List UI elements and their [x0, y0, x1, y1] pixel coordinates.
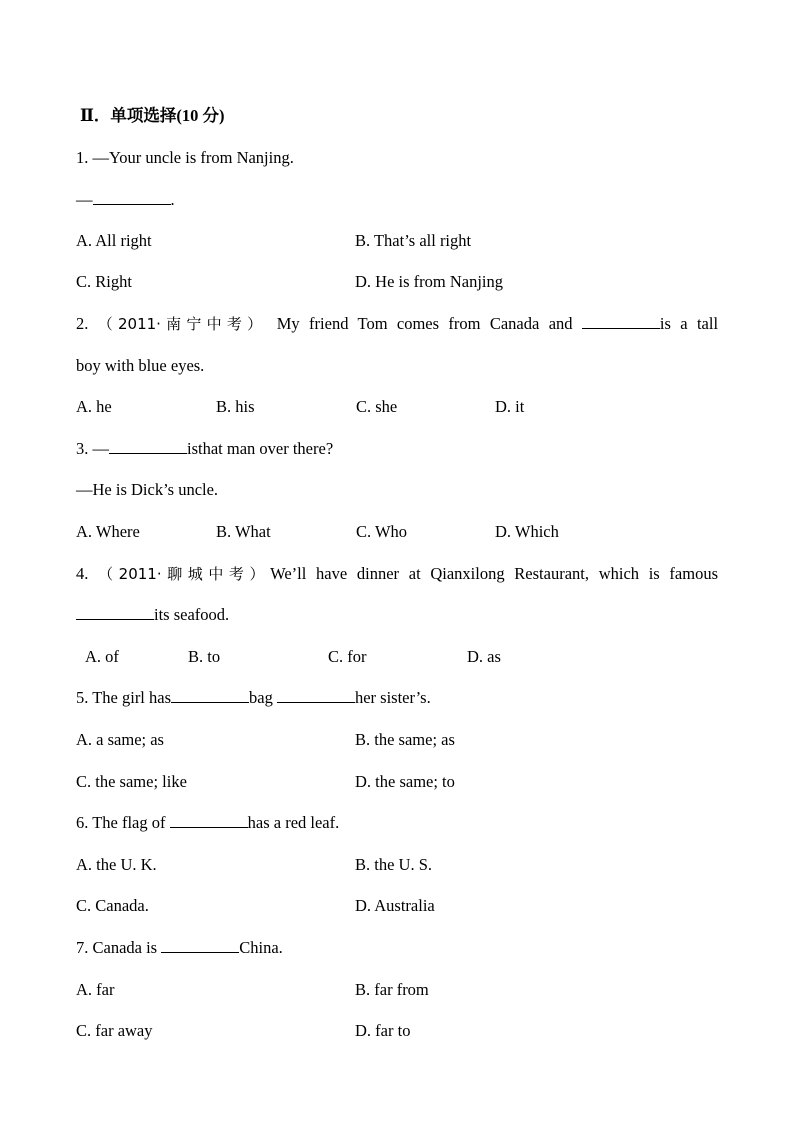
question-4-option-c[interactable]: C. for: [328, 647, 367, 666]
question-6-option-c[interactable]: C. Canada.: [76, 896, 149, 915]
question-3-answer: —He is Dick’s uncle.: [76, 480, 219, 499]
question-7-option-a[interactable]: A. far: [76, 980, 115, 999]
question-5-option-d[interactable]: D. the same; to: [355, 772, 455, 791]
question-3-blank[interactable]: [109, 439, 187, 454]
question-2-text-after: is a tall: [659, 314, 719, 333]
question-5-prompt: [76, 688, 431, 708]
question-7-option-b[interactable]: B. far from: [355, 980, 429, 999]
question-1-answer-line: [76, 190, 175, 210]
question-4-number: 4.: [76, 564, 89, 583]
question-1-option-d[interactable]: D. He is from Nanjing: [355, 272, 504, 291]
question-2-line-2: boy with blue eyes.: [76, 356, 205, 375]
question-1-option-a[interactable]: A. All right: [76, 231, 152, 250]
question-4-option-d[interactable]: D. as: [467, 647, 501, 666]
question-3-option-a[interactable]: A. Where: [76, 522, 140, 541]
question-4-line-1: [76, 564, 718, 584]
question-1-option-c[interactable]: C. Right: [76, 272, 132, 291]
question-4-source: （2011·聊城中考）: [98, 565, 271, 583]
question-4-line-2-suffix: its seafood.: [154, 605, 230, 624]
question-4-text: We’ll have dinner at Qianxilong Restaurant, which is famous: [270, 564, 719, 583]
question-3-suffix: isthat man over there?: [187, 439, 334, 458]
question-2-option-a[interactable]: A. he: [76, 397, 112, 416]
question-5-blank-1[interactable]: [171, 688, 249, 703]
question-3-prefix: 3. —: [76, 439, 109, 458]
question-6-option-a[interactable]: A. the U. K.: [76, 855, 157, 874]
question-3-option-c[interactable]: C. Who: [356, 522, 408, 541]
question-5-option-a[interactable]: A. a same; as: [76, 730, 164, 749]
question-2-blank[interactable]: [582, 314, 660, 329]
question-2-text-before: My friend Tom comes from Canada and: [276, 314, 573, 333]
question-4-line-2: [76, 605, 229, 625]
answer-period: .: [170, 190, 175, 209]
question-7-prefix: 7. Canada is: [76, 938, 158, 957]
question-3-option-b[interactable]: B. What: [216, 522, 271, 541]
question-3-prompt: [76, 439, 333, 459]
question-1-prompt: 1. —Your uncle is from Nanjing.: [76, 148, 294, 167]
question-7-prompt: [76, 938, 283, 958]
question-2-number: 2.: [76, 314, 89, 333]
question-5-part-3: her sister’s.: [354, 688, 431, 707]
question-6-suffix: has a red leaf.: [247, 813, 340, 832]
answer-dash: —: [76, 190, 93, 209]
question-2-line-1: [76, 314, 718, 334]
question-5-part-2: bag: [249, 688, 273, 707]
question-4-option-a[interactable]: A. of: [85, 647, 119, 666]
question-2-option-c[interactable]: C. she: [356, 397, 398, 416]
question-7-suffix: China.: [239, 938, 283, 957]
question-6-prefix: 6. The flag of: [76, 813, 166, 832]
question-7-option-c[interactable]: C. far away: [76, 1021, 153, 1040]
question-2-source: （2011·南宁中考）: [97, 315, 268, 333]
question-6-option-b[interactable]: B. the U. S.: [355, 855, 433, 874]
question-4-blank[interactable]: [76, 605, 154, 620]
question-6-prompt: [76, 813, 339, 833]
section-title: Ⅱ．单项选择(10 分): [80, 106, 225, 125]
question-6-blank[interactable]: [170, 813, 248, 828]
question-7-option-d[interactable]: D. far to: [355, 1021, 411, 1040]
question-5-part-1: 5. The girl has: [76, 688, 172, 707]
question-7-blank[interactable]: [161, 938, 239, 953]
question-3-option-d[interactable]: D. Which: [495, 522, 559, 541]
question-6-option-d[interactable]: D. Australia: [355, 896, 435, 915]
question-4-option-b[interactable]: B. to: [188, 647, 221, 666]
question-5-option-c[interactable]: C. the same; like: [76, 772, 187, 791]
question-1-option-b[interactable]: B. That’s all right: [355, 231, 472, 250]
question-2-option-b[interactable]: B. his: [216, 397, 255, 416]
answer-blank[interactable]: [93, 190, 171, 205]
question-5-blank-2[interactable]: [277, 688, 355, 703]
question-5-option-b[interactable]: B. the same; as: [355, 730, 455, 749]
question-2-option-d[interactable]: D. it: [495, 397, 525, 416]
